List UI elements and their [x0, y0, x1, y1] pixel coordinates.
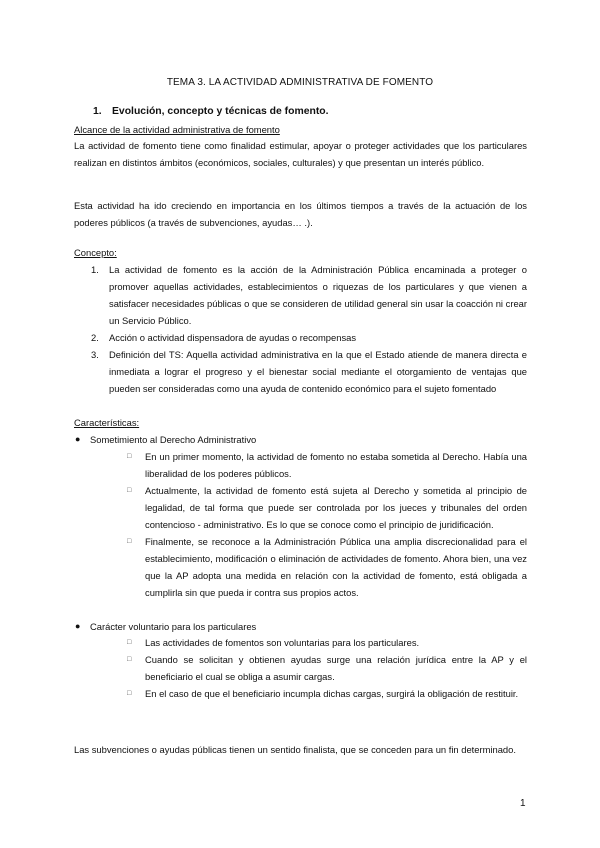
alcance-label: Alcance de la actividad administrativa de fomento [74, 124, 280, 135]
section-heading-text: Evolución, concepto y técnicas de fomento. [112, 106, 329, 117]
list-item-text: La actividad de fomento es la acción de la Administración Pública encaminada a proteger o promover aquellas actividades, establecimientos o riquezas de los particulares y que vienen a satisfacer necesidades públicas o que se consideren de utilidad general sin usar la coacción ni crear un Servicio Público. [109, 264, 527, 326]
sub-list-item [127, 482, 527, 533]
sub-item-text: Las actividades de fomentos son voluntarias para los particulares. [145, 637, 420, 648]
caracteristicas-label: Características: [74, 417, 140, 428]
document-title: TEMA 3. LA ACTIVIDAD ADMINISTRATIVA DE FOMENTO [166, 77, 434, 88]
square-bullet-icon: □ [127, 639, 132, 646]
sub-item-text: Cuando se solicitan y obtienen ayudas surge una relación jurídica entre la AP y el beneficiario el cual se obliga a asumir cargas. [145, 654, 527, 682]
list-item [91, 261, 527, 329]
list-item-number: 1. [91, 264, 99, 275]
alcance-paragraph-1: La actividad de fomento tiene como finalidad estimular, apoyar o proteger actividades que los particulares realizan en distintos ámbitos (económicos, sociales, culturales) y que presentan un interés público. [74, 140, 527, 168]
list-item [91, 346, 527, 397]
list-item-text: Acción o actividad dispensadora de ayudas o recompensas [109, 332, 357, 343]
list-item-number: 3. [91, 349, 99, 360]
bullet-text: Sometimiento al Derecho Administrativo [90, 434, 257, 445]
sub-list-2 [127, 634, 527, 702]
bullet-text: Carácter voluntario para los particulares [90, 621, 257, 632]
sub-list-item [127, 685, 527, 702]
section-heading [93, 106, 329, 117]
list-item [91, 329, 527, 346]
sub-list-item [127, 533, 527, 601]
bullet-dot-icon: ● [75, 434, 81, 444]
square-bullet-icon: □ [127, 538, 132, 545]
sub-item-text: En el caso de que el beneficiario incumpla dichas cargas, surgirá la obligación de restituir. [145, 688, 519, 699]
sub-item-text: Finalmente, se reconoce a la Administración Pública una amplia discrecionalidad para el establecimiento, modificación o eliminación de actividades de fomento. Ahora bien, una vez que la AP adopta una medida en relación con la actividad de fomento, está obligada a cumplirla sin que pueda ir contra sus propios actos. [145, 536, 527, 598]
section-number: 1. [93, 106, 102, 117]
sub-list-item [127, 634, 527, 651]
sub-item-text: Actualmente, la actividad de fomento está sujeta al Derecho y sometida al principio de legalidad, de tal forma que puede ser controlada por los jueces y tribunales del orden contencioso - administrativo. Es lo que se conoce como el principio de juridificación. [145, 485, 527, 530]
bullet-item-1 [75, 431, 257, 448]
list-item-text: Definición del TS: Aquella actividad administrativa en la que el Estado atiende de manera directa e inmediata a lograr el progreso y el bienestar social mediante el otorgamiento de ventajas que pueden ser consideradas como una ayuda de contenido económico para el sujeto fomentado [109, 349, 527, 394]
square-bullet-icon: □ [127, 656, 132, 663]
concepto-label: Concepto: [74, 247, 117, 258]
square-bullet-icon: □ [127, 453, 132, 460]
alcance-paragraph-2: Esta actividad ha ido creciendo en importancia en los últimos tiempos a través de la actuación de los poderes públicos (a través de subvenciones, ayudas… .). [74, 200, 527, 228]
closing-paragraph: Las subvenciones o ayudas públicas tienen un sentido finalista, que se conceden para un fin determinado. [74, 744, 516, 755]
square-bullet-icon: □ [127, 487, 132, 494]
sub-list-item [127, 448, 527, 482]
bullet-item-2 [75, 618, 257, 635]
sub-list-item [127, 651, 527, 685]
sub-list-1 [127, 448, 527, 601]
concepto-list [91, 261, 527, 397]
page-number: 1 [520, 798, 526, 809]
square-bullet-icon: □ [127, 690, 132, 697]
sub-item-text: En un primer momento, la actividad de fomento no estaba sometida al Derecho. Había una liberalidad de los poderes públicos. [145, 451, 527, 479]
list-item-number: 2. [91, 332, 99, 343]
bullet-dot-icon: ● [75, 621, 81, 631]
